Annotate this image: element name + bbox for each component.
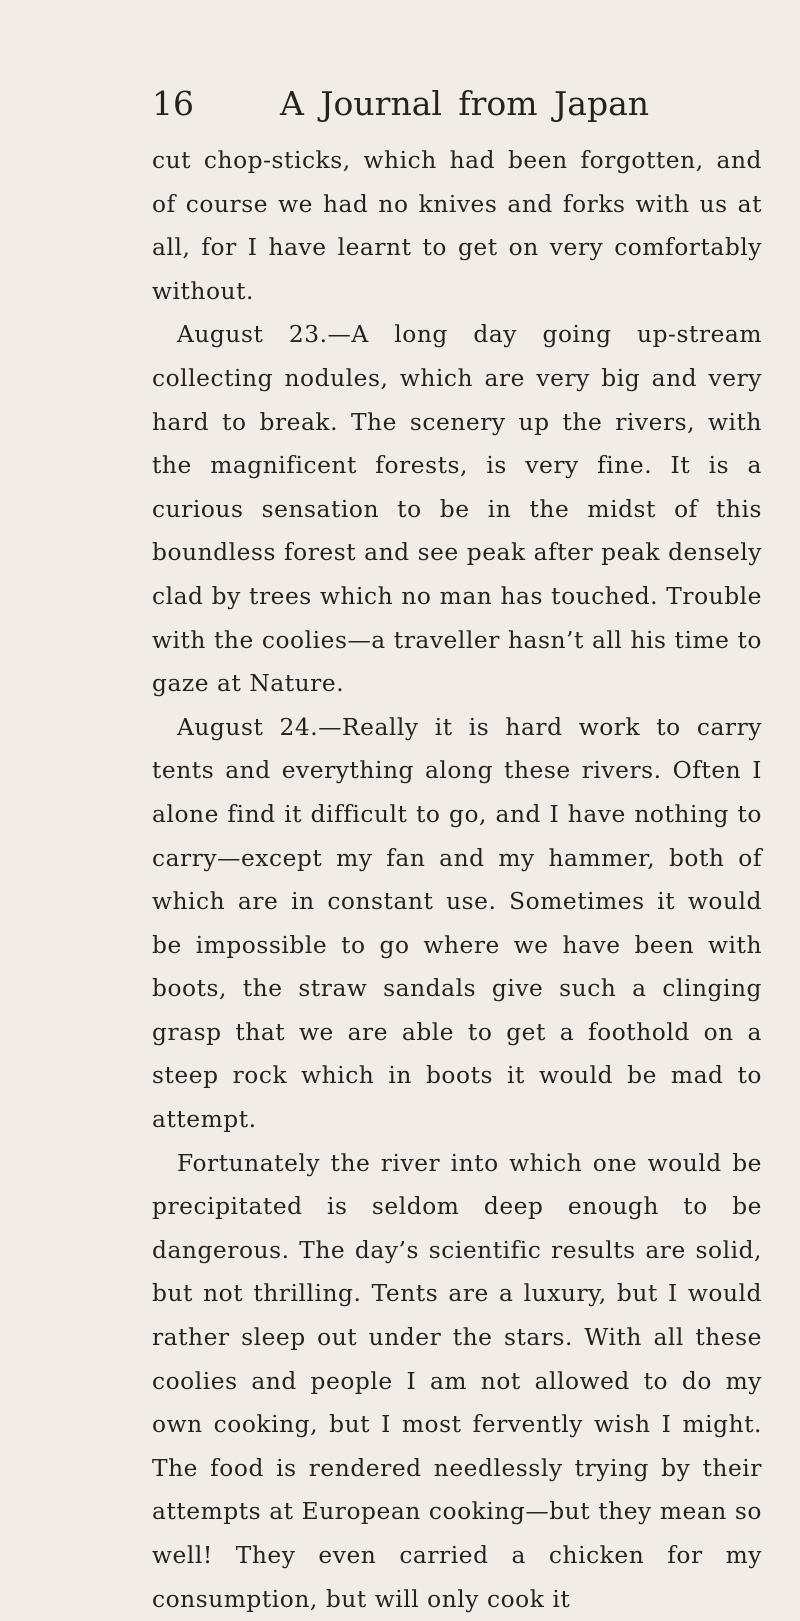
paragraph-continuation: cut chop-sticks, which had been forgotten, and of course we had no knives and forks with us at all, for I have learnt to get on very comfortably without. (152, 147, 762, 305)
page-number: 16 (152, 84, 194, 123)
body-text (152, 139, 762, 1621)
paragraph-fortunately: Fortunately the river into which one would be precipitated is seldom deep enough to be dangerous. The day’s scientific results are solid, but not thrilling. Tents are a luxury, but I would rather sleep out under the stars. With all these coolies and people I am not allowed to do my own cooking, but I most fervently wish I might. The food is rendered needlessly trying by their attempts at European cooking—but they mean so well! They even carried a chicken for my consumption, but will only cook it (152, 1149, 762, 1613)
paragraph-august-23: August 23.—A long day going up-stream collecting nodules, which are very big and very hard to break. The scenery up the rivers, with the magnificent forests, is very fine. It is a curious sensation to be in the midst of this boundless forest and see peak after peak densely clad by trees which no man has touched. Trouble with the coolies—a traveller hasn’t all his time to gaze at Nature. (152, 321, 762, 698)
paragraph-august-24: August 24.—Really it is hard work to carry tents and everything along these rivers. Often I alone find it difficult to go, and I have nothing to carry—except my fan and my hammer, both of which are in constant use. Sometimes it would be impossible to go where we have been with boots, the straw sandals give such a clinging grasp that we are able to get a foothold on a steep rock which in boots it would be mad to attempt. (152, 713, 762, 1134)
book-title: A Journal from Japan (280, 84, 650, 123)
running-head (152, 78, 762, 130)
